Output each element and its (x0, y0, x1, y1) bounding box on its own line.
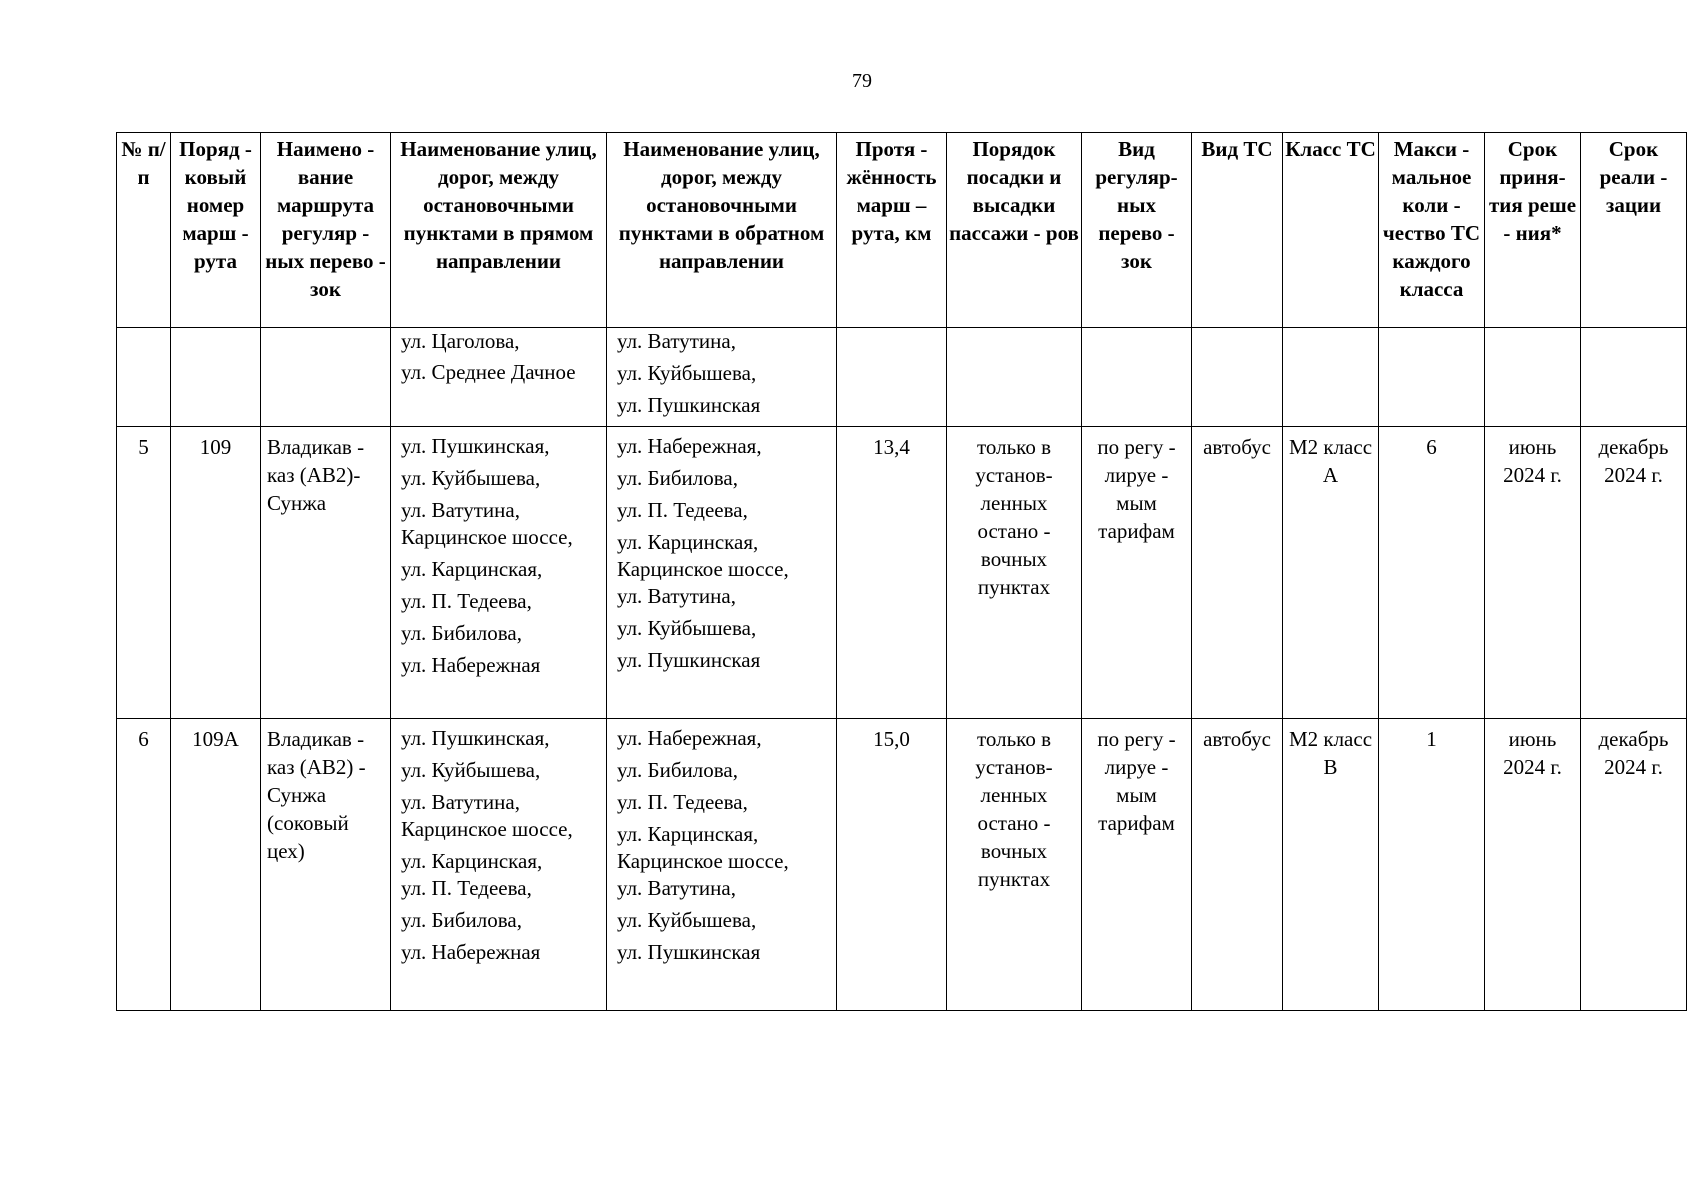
table-cell (261, 328, 391, 427)
route-name: Владикав - каз (АВ2) - Сунжа (соковый цех) (261, 719, 391, 1011)
row-num: 6 (117, 719, 171, 1011)
street-item: ул. П. Тедеева, (617, 790, 748, 814)
page-number: 79 (852, 70, 872, 92)
street-item: ул. Карцинская, (401, 557, 543, 581)
max-count: 6 (1379, 427, 1485, 719)
vehicle-class: М2 класс В (1283, 719, 1379, 1011)
header-backward-streets: Наименование улиц, дорог, между остановочными пунктами в обратном направлении (607, 133, 837, 328)
table-cell (1379, 328, 1485, 427)
street-item: ул. Ватутина, (401, 790, 520, 814)
route-number: 109 (171, 427, 261, 719)
street-item: ул. П. Тедеева, (617, 498, 748, 522)
forward-streets-list (395, 328, 602, 386)
table-cell (1082, 328, 1192, 427)
street-item: ул. Ватутина, (617, 876, 736, 900)
street-item: ул. П. Тедеева, (401, 876, 532, 900)
street-item: ул. Куйбышева, (617, 908, 757, 932)
header-decision-date: Срок приня- тия реше - ния* (1485, 133, 1581, 328)
route-number: 109А (171, 719, 261, 1011)
forward-streets-cell (391, 719, 607, 1011)
header-route-number: Поряд - ковый номер марш - рута (171, 133, 261, 328)
street-item: ул. Бибилова, (401, 908, 522, 932)
table-cell (171, 328, 261, 427)
table-cell (947, 328, 1082, 427)
table-cell (1485, 328, 1581, 427)
implementation-date: декабрь 2024 г. (1581, 427, 1687, 719)
street-item: ул. Пушкинская, (401, 726, 550, 750)
street-item: ул. Набережная, (617, 434, 762, 458)
vehicle-type: автобус (1192, 427, 1283, 719)
street-item: ул. Куйбышева, (617, 361, 757, 385)
street-item: ул. Среднее Дачное (401, 360, 576, 384)
backward-streets-cell (607, 719, 837, 1011)
street-item: ул. Бибилова, (401, 621, 522, 645)
table-row (117, 719, 1687, 1011)
backward-streets-list (611, 328, 832, 419)
street-item: Карцинское шоссе, (401, 525, 573, 549)
street-item: ул. Куйбышева, (401, 466, 541, 490)
table-cell (1283, 328, 1379, 427)
street-item: Карцинское шоссе, (617, 849, 789, 873)
street-item: ул. П. Тедеева, (401, 589, 532, 613)
header-transport-type: Вид регуляр- ных перево - зок (1082, 133, 1192, 328)
street-item: ул. Пушкинская, (401, 434, 550, 458)
street-item: ул. Набережная, (617, 726, 762, 750)
street-item: ул. Куйбышева, (401, 758, 541, 782)
street-item: ул. Пушкинская (617, 393, 761, 417)
street-item: ул. Пушкинская (617, 940, 761, 964)
vehicle-class: М2 класс А (1283, 427, 1379, 719)
street-item: ул. Карцинская, (401, 849, 543, 873)
routes-table (116, 132, 1687, 1011)
max-count: 1 (1379, 719, 1485, 1011)
header-vehicle-type: Вид ТС (1192, 133, 1283, 328)
backward-streets-cell (607, 427, 837, 719)
header-vehicle-class: Класс ТС (1283, 133, 1379, 328)
table-cell (1192, 328, 1283, 427)
header-implementation-date: Срок реали - зации (1581, 133, 1687, 328)
implementation-date: декабрь 2024 г. (1581, 719, 1687, 1011)
decision-date: июнь 2024 г. (1485, 427, 1581, 719)
street-item: ул. Цаголова, (401, 329, 520, 353)
street-item: ул. Ватутина, (617, 329, 736, 353)
route-length: 13,4 (837, 427, 947, 719)
header-num: № п/ п (117, 133, 171, 328)
street-item: ул. Набережная (401, 940, 541, 964)
street-item: ул. Пушкинская (617, 648, 761, 672)
street-item: ул. Ватутина, (617, 584, 736, 608)
table-cell (837, 328, 947, 427)
street-item: ул. Ватутина, (401, 498, 520, 522)
header-route-name: Наимено - вание маршрута регуляр - ных перево - зок (261, 133, 391, 328)
street-item: ул. Карцинская, (617, 822, 759, 846)
header-boarding: Порядок посадки и высадки пассажи - ров (947, 133, 1082, 328)
backward-streets-list (611, 725, 832, 966)
street-item: ул. Карцинская, (617, 530, 759, 554)
street-item: ул. Бибилова, (617, 466, 738, 490)
route-length: 15,0 (837, 719, 947, 1011)
forward-streets-list (395, 433, 602, 679)
transport-type: по регу - лируе - мым тарифам (1082, 719, 1192, 1011)
vehicle-type: автобус (1192, 719, 1283, 1011)
street-item: ул. Набережная (401, 653, 541, 677)
row-num: 5 (117, 427, 171, 719)
decision-date: июнь 2024 г. (1485, 719, 1581, 1011)
header-length: Протя - жённость марш – рута, км (837, 133, 947, 328)
header-max-count: Макси - мальное коли - чество ТС каждого класса (1379, 133, 1485, 328)
forward-streets-list (395, 725, 602, 966)
street-item: Карцинское шоссе, (401, 817, 573, 841)
route-name: Владикав - каз (АВ2)- Сунжа (261, 427, 391, 719)
table-cell (117, 328, 171, 427)
street-item: Карцинское шоссе, (617, 557, 789, 581)
street-item: ул. Бибилова, (617, 758, 738, 782)
boarding-order: только в установ- ленных остано - вочных пунктах (947, 427, 1082, 719)
table-cell (1581, 328, 1687, 427)
table-row (117, 328, 1687, 427)
transport-type: по регу - лируе - мым тарифам (1082, 427, 1192, 719)
street-item: ул. Куйбышева, (617, 616, 757, 640)
boarding-order: только в установ- ленных остано - вочных пунктах (947, 719, 1082, 1011)
header-forward-streets: Наименование улиц, дорог, между остановочными пунктами в прямом направлении (391, 133, 607, 328)
backward-streets-cell (607, 328, 837, 427)
backward-streets-list (611, 433, 832, 674)
table-row (117, 427, 1687, 719)
header-row (117, 133, 1687, 328)
forward-streets-cell (391, 328, 607, 427)
forward-streets-cell (391, 427, 607, 719)
